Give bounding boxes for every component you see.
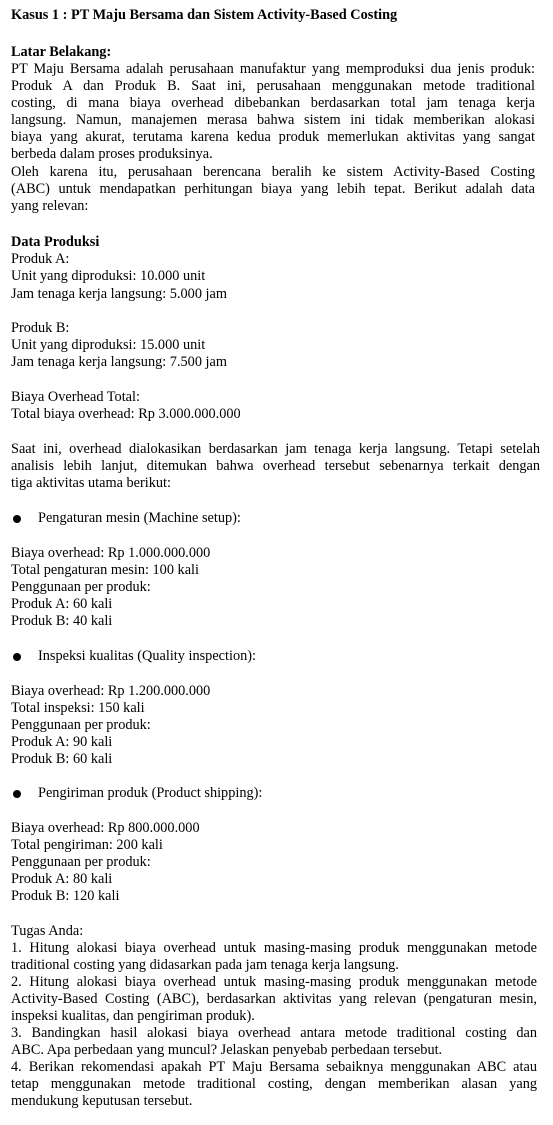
aktivitas-penggunaan: Penggunaan per produk: (11, 579, 151, 595)
bullet-icon (13, 790, 21, 798)
aktivitas-total: Total pengiriman: 200 kali (11, 837, 163, 853)
aktivitas-biaya: Biaya overhead: Rp 1.000.000.000 (11, 545, 211, 561)
produk-a-label: Produk A: (11, 251, 70, 267)
aktivitas-total: Total pengaturan mesin: 100 kali (11, 562, 199, 578)
aktivitas-produk-b: Produk B: 40 kali (11, 613, 113, 629)
tugas-line: 2. Hitung alokasi biaya overhead untuk masing-masing produk menggunakan metode (11, 974, 537, 990)
aktivitas-produk-a: Produk A: 90 kali (11, 734, 113, 750)
case-title: Kasus 1 : PT Maju Bersama dan Sistem Activity-Based Costing (11, 7, 398, 23)
analisis-line: tiga aktivitas utama berikut: (11, 475, 172, 491)
produk-b-label: Produk B: (11, 320, 70, 336)
paragraph-line: Oleh karena itu, perusahaan berencana beralih ke sistem Activity-Based Costing (11, 164, 535, 180)
data-produksi-heading: Data Produksi (11, 234, 100, 250)
overhead-total-value: Total biaya overhead: Rp 3.000.000.000 (11, 406, 241, 422)
aktivitas-produk-a: Produk A: 80 kali (11, 871, 113, 887)
produk-a-jam: Jam tenaga kerja langsung: 5.000 jam (11, 286, 227, 302)
tugas-line: Activity-Based Costing (ABC), berdasarkan aktivitas yang relevan (pengaturan mesin, (11, 991, 537, 1007)
produk-b-jam: Jam tenaga kerja langsung: 7.500 jam (11, 354, 227, 370)
paragraph-line: biaya yang akurat, terutama karena kedua produk memerlukan aktivitas yang sangat (11, 129, 535, 145)
tugas-line: 3. Bandingkan hasil alokasi biaya overhead antara metode traditional costing dan (11, 1025, 537, 1041)
aktivitas-biaya: Biaya overhead: Rp 1.200.000.000 (11, 683, 211, 699)
aktivitas-total: Total inspeksi: 150 kali (11, 700, 145, 716)
tugas-line: inspeksi kualitas, dan pengiriman produk). (11, 1008, 255, 1024)
aktivitas-biaya: Biaya overhead: Rp 800.000.000 (11, 820, 200, 836)
overhead-total-label: Biaya Overhead Total: (11, 389, 140, 405)
aktivitas-name: Inspeksi kualitas (Quality inspection): (38, 648, 256, 664)
paragraph-line: costing, di mana biaya overhead dibebankan berdasarkan total jam tenaga kerja (11, 95, 535, 111)
latar-belakang-heading: Latar Belakang: (11, 44, 112, 60)
analisis-line: Saat ini, overhead dialokasikan berdasarkan jam tenaga kerja langsung. Tetapi setelah (11, 441, 540, 457)
aktivitas-name: Pengaturan mesin (Machine setup): (38, 510, 241, 526)
aktivitas-penggunaan: Penggunaan per produk: (11, 717, 151, 733)
bullet-icon (13, 515, 21, 523)
analisis-line: analisis lebih lanjut, ditemukan bahwa overhead tersebut sebenarnya terkait dengan (11, 458, 540, 474)
paragraph-line: (ABC) untuk mendapatkan perhitungan biaya yang lebih tepat. Berikut adalah data (11, 181, 535, 197)
tugas-line: tetap menggunakan metode traditional costing, dengan memberikan alasan yang (11, 1076, 537, 1092)
paragraph-line: langsung. Namun, manajemen merasa bahwa sistem ini tidak memberikan alokasi (11, 112, 535, 128)
aktivitas-produk-a: Produk A: 60 kali (11, 596, 113, 612)
tugas-line: ABC. Apa perbedaan yang muncul? Jelaskan penyebab perbedaan tersebut. (11, 1042, 443, 1058)
paragraph-line: Produk A dan Produk B. Saat ini, perusahaan menggunakan metode traditional (11, 78, 535, 94)
aktivitas-produk-b: Produk B: 60 kali (11, 751, 113, 767)
bullet-icon (13, 653, 21, 661)
tugas-line: mendukung keputusan tersebut. (11, 1093, 193, 1109)
aktivitas-name: Pengiriman produk (Product shipping): (38, 785, 263, 801)
tugas-line: 1. Hitung alokasi biaya overhead untuk masing-masing produk menggunakan metode (11, 940, 537, 956)
tugas-heading: Tugas Anda: (11, 923, 84, 939)
produk-b-unit: Unit yang diproduksi: 15.000 unit (11, 337, 206, 353)
paragraph-line: berbeda dalam proses produksinya. (11, 146, 213, 162)
tugas-line: traditional costing yang didasarkan pada jam tenaga kerja langsung. (11, 957, 399, 973)
aktivitas-produk-b: Produk B: 120 kali (11, 888, 120, 904)
paragraph-line: PT Maju Bersama adalah perusahaan manufaktur yang memproduksi dua jenis produk: (11, 61, 535, 77)
produk-a-unit: Unit yang diproduksi: 10.000 unit (11, 268, 206, 284)
aktivitas-penggunaan: Penggunaan per produk: (11, 854, 151, 870)
tugas-line: 4. Berikan rekomendasi apakah PT Maju Bersama sebaiknya menggunakan ABC atau (11, 1059, 537, 1075)
paragraph-line: yang relevan: (11, 198, 89, 214)
